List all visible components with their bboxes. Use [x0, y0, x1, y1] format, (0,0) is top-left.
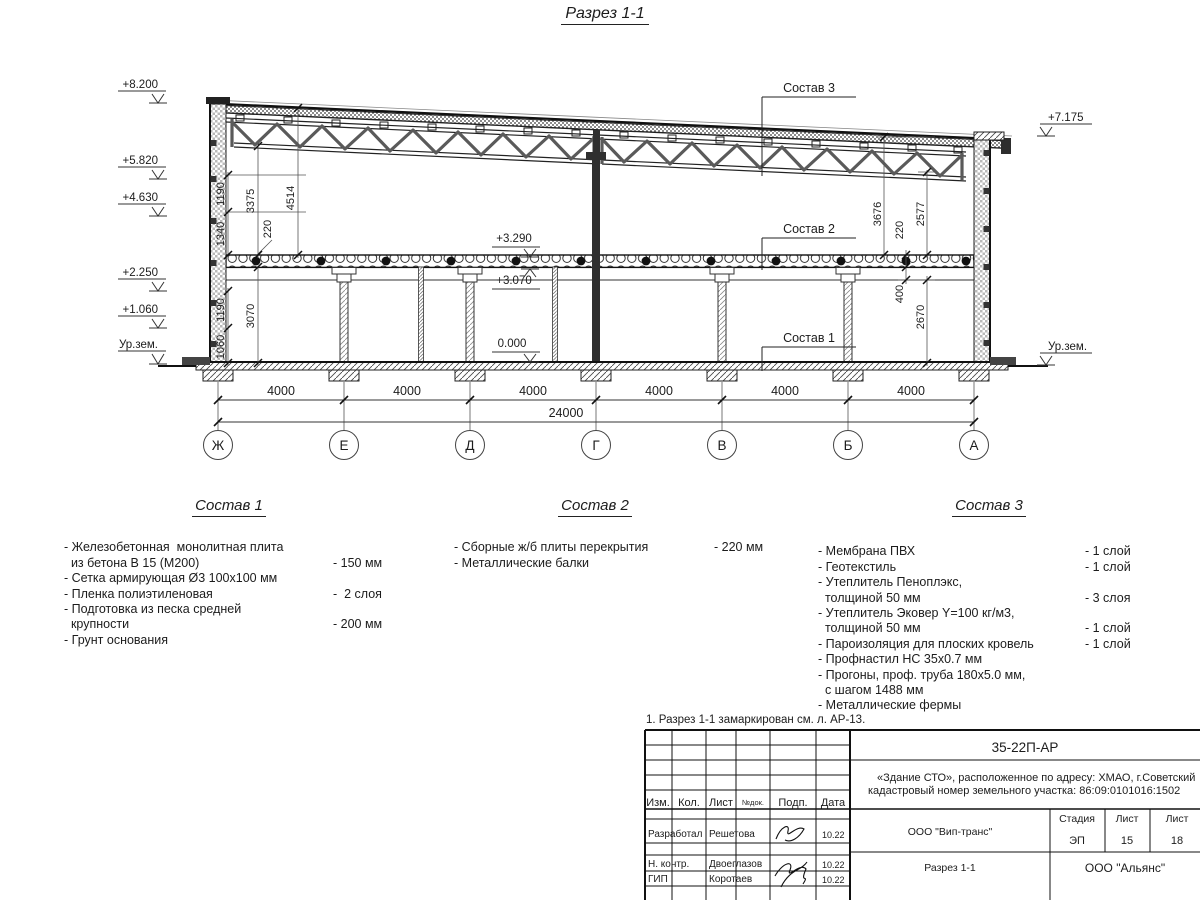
ground-slab: [158, 357, 1048, 381]
composition-row: - Металлические фермы: [818, 698, 962, 713]
stamp-signature-rows: [648, 828, 845, 885]
composition-row: с шагом 1488 мм: [818, 683, 924, 698]
sheets-label: Лист: [1165, 813, 1189, 825]
dim: 220: [894, 220, 906, 240]
svg-text:+8.200: +8.200: [122, 79, 158, 91]
dim: 4514: [285, 185, 297, 211]
signature: [776, 827, 804, 841]
composition-leaders: [762, 81, 856, 371]
composition-row: - Подготовка из песка средней: [64, 602, 242, 617]
org-right: ООО "Альянс": [1084, 861, 1166, 875]
composition-row: толщиной 50 мм - 3 слоя: [818, 590, 1131, 605]
composition-row: - Профнастил НС 35x0.7 мм: [818, 652, 983, 667]
axis-label: А: [969, 438, 979, 453]
elevation-mark-right: [1048, 112, 1087, 353]
doc-number: 35-22П-АР: [991, 740, 1059, 755]
stamp-col: Лист: [709, 797, 733, 809]
column: [332, 268, 356, 363]
stamp-col: Подп.: [778, 797, 808, 809]
composition-list-2: [440, 497, 764, 571]
partition-wall: [553, 267, 558, 362]
axis-label: Е: [339, 438, 349, 453]
grid-dimensions: [214, 382, 978, 430]
leader-label: Состав 3: [783, 81, 835, 95]
leader-label: Состав 2: [783, 222, 835, 236]
stamp-date: 10.22: [822, 860, 845, 870]
signature: [775, 862, 807, 887]
span-dim: 4000: [393, 384, 421, 398]
dim: 3070: [245, 303, 257, 329]
stage-sheet-values: [1069, 835, 1183, 847]
stamp-role: Н. контр.: [648, 859, 690, 870]
composition-row: - Металлические балки: [454, 555, 589, 570]
composition-row: толщиной 50 мм - 1 слой: [818, 621, 1131, 636]
stamp-name: Двоеглазов: [709, 859, 763, 870]
sheet-title: Разрез 1-1: [924, 862, 976, 874]
composition-rows: [64, 540, 394, 648]
composition-rows: [818, 544, 1160, 713]
span-dim: 4000: [267, 384, 295, 398]
svg-text:0.000: 0.000: [497, 338, 527, 350]
composition-row: - Пленка полиэтиленовая - 2 слоя: [64, 586, 382, 601]
dim: 2670: [915, 304, 927, 330]
span-dim: 4000: [645, 384, 673, 398]
elevation-mark-left: [119, 79, 158, 351]
roof: [212, 104, 1011, 155]
stamp-col: Дата: [820, 797, 846, 809]
composition-rows: [440, 540, 764, 571]
svg-text:+1.060: +1.060: [122, 304, 158, 316]
svg-text:Ур.зем.: Ур.зем.: [1048, 341, 1088, 353]
svg-text:+3.070: +3.070: [496, 275, 532, 287]
center-column: [586, 130, 606, 362]
axis-label: Г: [592, 438, 600, 453]
composition-row: - Утеплитель Эковер Y=100 кг/м3,: [818, 606, 1015, 621]
stamp-role: ГИП: [648, 874, 668, 885]
dim: 1190: [215, 182, 227, 206]
axis-label: Д: [465, 438, 475, 453]
drawing-note: 1. Разрез 1-1 замаркирован см. л. АР-13.: [646, 714, 866, 726]
composition-row: - Грунт основания: [64, 632, 169, 647]
right-stoop: [990, 357, 1016, 365]
dim: 220: [262, 219, 274, 239]
composition-row: - Утеплитель Пеноплэкс,: [818, 575, 963, 590]
stamp-name: Коротаев: [709, 874, 753, 885]
stage-sheet-headers: [1059, 813, 1188, 825]
composition-title: Состав 1: [64, 498, 394, 513]
dim: 1190: [215, 298, 227, 322]
partition-wall: [419, 267, 424, 362]
composition-row: - Железобетонная монолитная плита: [64, 540, 284, 555]
stage-value: ЭП: [1069, 835, 1085, 847]
axis-label: Ж: [211, 438, 225, 453]
total-dim: 24000: [548, 406, 584, 420]
svg-text:Ур.зем.: Ур.зем.: [118, 339, 158, 351]
footings: [203, 370, 989, 381]
stamp-col: №док.: [742, 798, 764, 807]
signatures: [775, 827, 807, 887]
left-stoop: [182, 357, 210, 365]
composition-row: из бетона В 15 (М200) - 150 мм: [64, 555, 383, 570]
composition-row: - Прогоны, проф. труба 180x5.0 мм,: [818, 667, 1026, 682]
dim: 3375: [245, 188, 257, 214]
composition-row: - Сборные ж/б плиты перекрытия - 220 мм: [454, 540, 764, 555]
dim: 1340: [215, 221, 227, 247]
column: [458, 268, 482, 363]
composition-row: - Пароизоляция для плоских кровель - 1 слой: [818, 636, 1131, 651]
column: [836, 268, 860, 363]
project-desc-line2: кадастровый номер земельного участка: 86:09:0101016:1502: [868, 785, 1181, 797]
project-desc-line1: «Здание СТО», расположенное по адресу: ХМАО, г.Советский: [877, 772, 1196, 784]
composition-list-1: [64, 498, 394, 648]
right-wall: [974, 132, 1004, 362]
composition-row: крупности - 200 мм: [64, 617, 383, 632]
svg-text:+4.630: +4.630: [122, 192, 158, 204]
page-title: Разрез 1-1: [505, 5, 705, 23]
stamp-date: 10.22: [822, 830, 845, 840]
composition-list-3: [818, 498, 1160, 714]
stamp-col: Изм.: [646, 797, 670, 809]
svg-text:+3.290: +3.290: [496, 233, 532, 245]
composition-row: - Мембрана ПВХ - 1 слой: [818, 544, 1131, 559]
composition-title: Состав 2: [440, 498, 750, 513]
composition-row: - Геотекстиль - 1 слой: [818, 559, 1131, 574]
stamp-col: Кол.: [678, 797, 700, 809]
svg-text:+2.250: +2.250: [122, 267, 158, 279]
sheet-number: 15: [1120, 835, 1134, 847]
composition-row: - Сетка армирующая Ø3 100x100 мм: [64, 571, 278, 586]
composition-title: Состав 3: [818, 498, 1160, 513]
title-block: [600, 700, 1200, 900]
svg-text:+7.175: +7.175: [1048, 112, 1084, 124]
column: [710, 268, 734, 363]
sheets-total: 18: [1170, 835, 1184, 847]
org-middle: ООО "Вип-транс": [907, 826, 993, 838]
span-dim: 4000: [897, 384, 925, 398]
span-dim: 4000: [519, 384, 547, 398]
elevation-mark-mid: [496, 233, 532, 350]
leader-label: Состав 1: [783, 331, 835, 345]
stamp-role: Разработал: [648, 829, 703, 840]
svg-text:+5.820: +5.820: [122, 155, 158, 167]
sheet-label: Лист: [1115, 813, 1139, 825]
axis-label: Б: [843, 438, 853, 453]
stamp-name: Решетова: [709, 829, 755, 840]
dim: 2577: [915, 201, 927, 227]
axis-label: В: [717, 438, 727, 453]
grid-bubbles: [204, 431, 989, 460]
dim: 3676: [872, 201, 884, 227]
dim: 1060: [215, 334, 227, 360]
span-dim: 4000: [771, 384, 799, 398]
dim: 400: [894, 284, 906, 304]
stamp-date: 10.22: [822, 875, 845, 885]
stage-label: Стадия: [1059, 813, 1095, 825]
